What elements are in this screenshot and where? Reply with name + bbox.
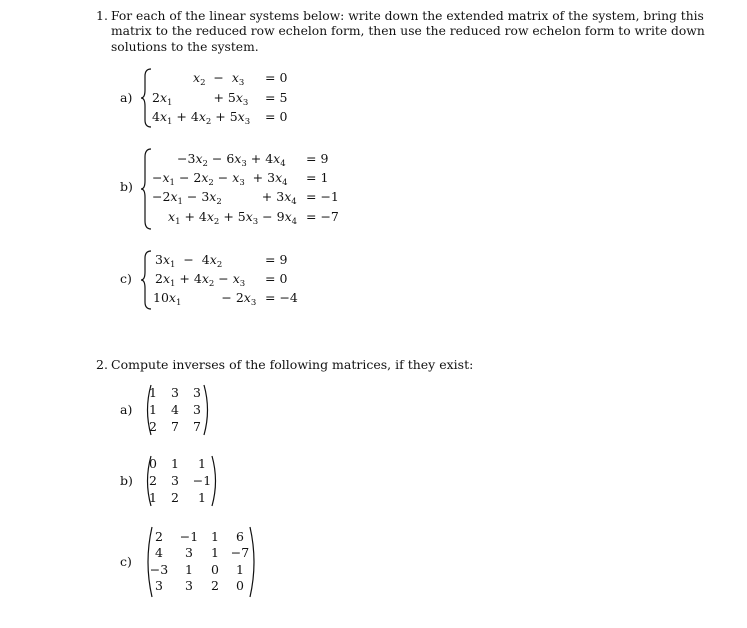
problem-2-number: 2. xyxy=(96,357,108,372)
matrix-a-cell: 3 xyxy=(193,402,201,417)
matrix-c-right-paren xyxy=(249,526,258,598)
system-a-eq-2: $2x_1 + 5x_3$ xyxy=(152,90,249,108)
system-c-eq-2: $2x_1 + 4x_2 - x_3$ xyxy=(155,271,246,289)
matrix-c-cell: 3 xyxy=(185,578,193,593)
matrix-a-cell: 3 xyxy=(193,385,201,400)
system-a-eq-1: $x_2 - x_3$ xyxy=(193,70,245,88)
problem-1-line-3: solutions to the system. xyxy=(111,40,259,54)
matrix-a-cell: 2 xyxy=(149,419,157,434)
matrix-a-cell: 1 xyxy=(149,385,157,400)
problem-2-text: Compute inverses of the following matrices, if they exist: xyxy=(111,357,474,372)
matrix-c-cell: 0 xyxy=(236,578,244,593)
matrix-c-cell: −1 xyxy=(179,529,199,544)
matrix-c-cell: 0 xyxy=(211,562,219,577)
matrix-c-cell: 1 xyxy=(185,562,193,577)
matrix-c-cell: 6 xyxy=(236,529,244,544)
system-b-eq-2-rhs: = 1 xyxy=(306,170,329,185)
matrix-b-cell: 1 xyxy=(198,490,206,505)
matrix-a-cell: 3 xyxy=(171,385,179,400)
matrix-b-cell: 2 xyxy=(149,473,157,488)
system-c-brace xyxy=(141,250,153,310)
matrix-c-cell: 1 xyxy=(211,545,219,560)
system-b-eq-1: $-3x_2 - 6x_3 + 4x_4$ xyxy=(177,151,286,169)
problem-1-line-2: matrix to the reduced row echelon form, then use the reduced row echelon form to write down xyxy=(111,24,705,38)
matrix-a-cell: 4 xyxy=(171,402,179,417)
matrix-c-cell: 4 xyxy=(155,545,163,560)
matrix-b-label: b) xyxy=(120,473,133,488)
matrix-c-cell: 3 xyxy=(155,578,163,593)
matrix-b-cell: 1 xyxy=(198,456,206,471)
system-b-eq-1-rhs: = 9 xyxy=(306,151,329,166)
matrix-b-cell: 3 xyxy=(171,473,179,488)
system-b-eq-3-rhs: = −1 xyxy=(306,189,339,204)
problem-1-number: 1. xyxy=(96,8,108,23)
matrix-b-right-paren xyxy=(211,455,219,507)
problem-1-line-1: For each of the linear systems below: write down the extended matrix of the system, bring this xyxy=(111,9,704,23)
matrix-a-cell: 1 xyxy=(149,402,157,417)
matrix-c-cell: 3 xyxy=(185,545,193,560)
system-c-eq-3: $10x_1 - 2x_3$ xyxy=(153,290,257,308)
system-a-label: a) xyxy=(120,90,133,105)
matrix-a-label: a) xyxy=(120,402,133,417)
matrix-a-cell: 7 xyxy=(193,419,201,434)
matrix-c-cell: −3 xyxy=(149,562,169,577)
system-b-eq-2: $-x_1 - 2x_2 - x_3 + 3x_4$ xyxy=(152,170,288,188)
matrix-b-cell: 2 xyxy=(171,490,179,505)
system-b-label: b) xyxy=(120,179,133,194)
system-b-eq-4-rhs: = −7 xyxy=(306,209,339,224)
system-b-eq-4: $x_1 + 4x_2 + 5x_3 - 9x_4$ xyxy=(168,209,298,227)
system-a-eq-1-rhs: = 0 xyxy=(265,70,288,85)
system-c-label: c) xyxy=(120,271,132,286)
matrix-c-label: c) xyxy=(120,554,132,569)
matrix-c-cell: 2 xyxy=(155,529,163,544)
matrix-c-cell: 1 xyxy=(211,529,219,544)
matrix-c-cell: 2 xyxy=(211,578,219,593)
matrix-a-cell: 7 xyxy=(171,419,179,434)
system-a-eq-3-rhs: = 0 xyxy=(265,109,288,124)
matrix-c-cell: 1 xyxy=(236,562,244,577)
system-b-eq-3: $-2x_1 - 3x_2 + 3x_4$ xyxy=(152,189,297,207)
system-c-eq-2-rhs: = 0 xyxy=(265,271,288,286)
matrix-b-cell: −1 xyxy=(192,473,212,488)
matrix-b-cell: 1 xyxy=(171,456,179,471)
system-a-eq-2-rhs-text: = 5 xyxy=(265,90,288,105)
system-c-eq-1-rhs: = 9 xyxy=(265,252,288,267)
system-c-eq-3-rhs: = −4 xyxy=(265,290,298,305)
matrix-c-cell: −7 xyxy=(230,545,250,560)
matrix-b-cell: 1 xyxy=(149,490,157,505)
system-c-eq-1: $3x_1 - 4x_2$ xyxy=(155,252,223,270)
system-a-eq-3: $4x_1 + 4x_2 + 5x_3$ xyxy=(152,109,251,127)
matrix-b-cell: 0 xyxy=(149,456,157,471)
